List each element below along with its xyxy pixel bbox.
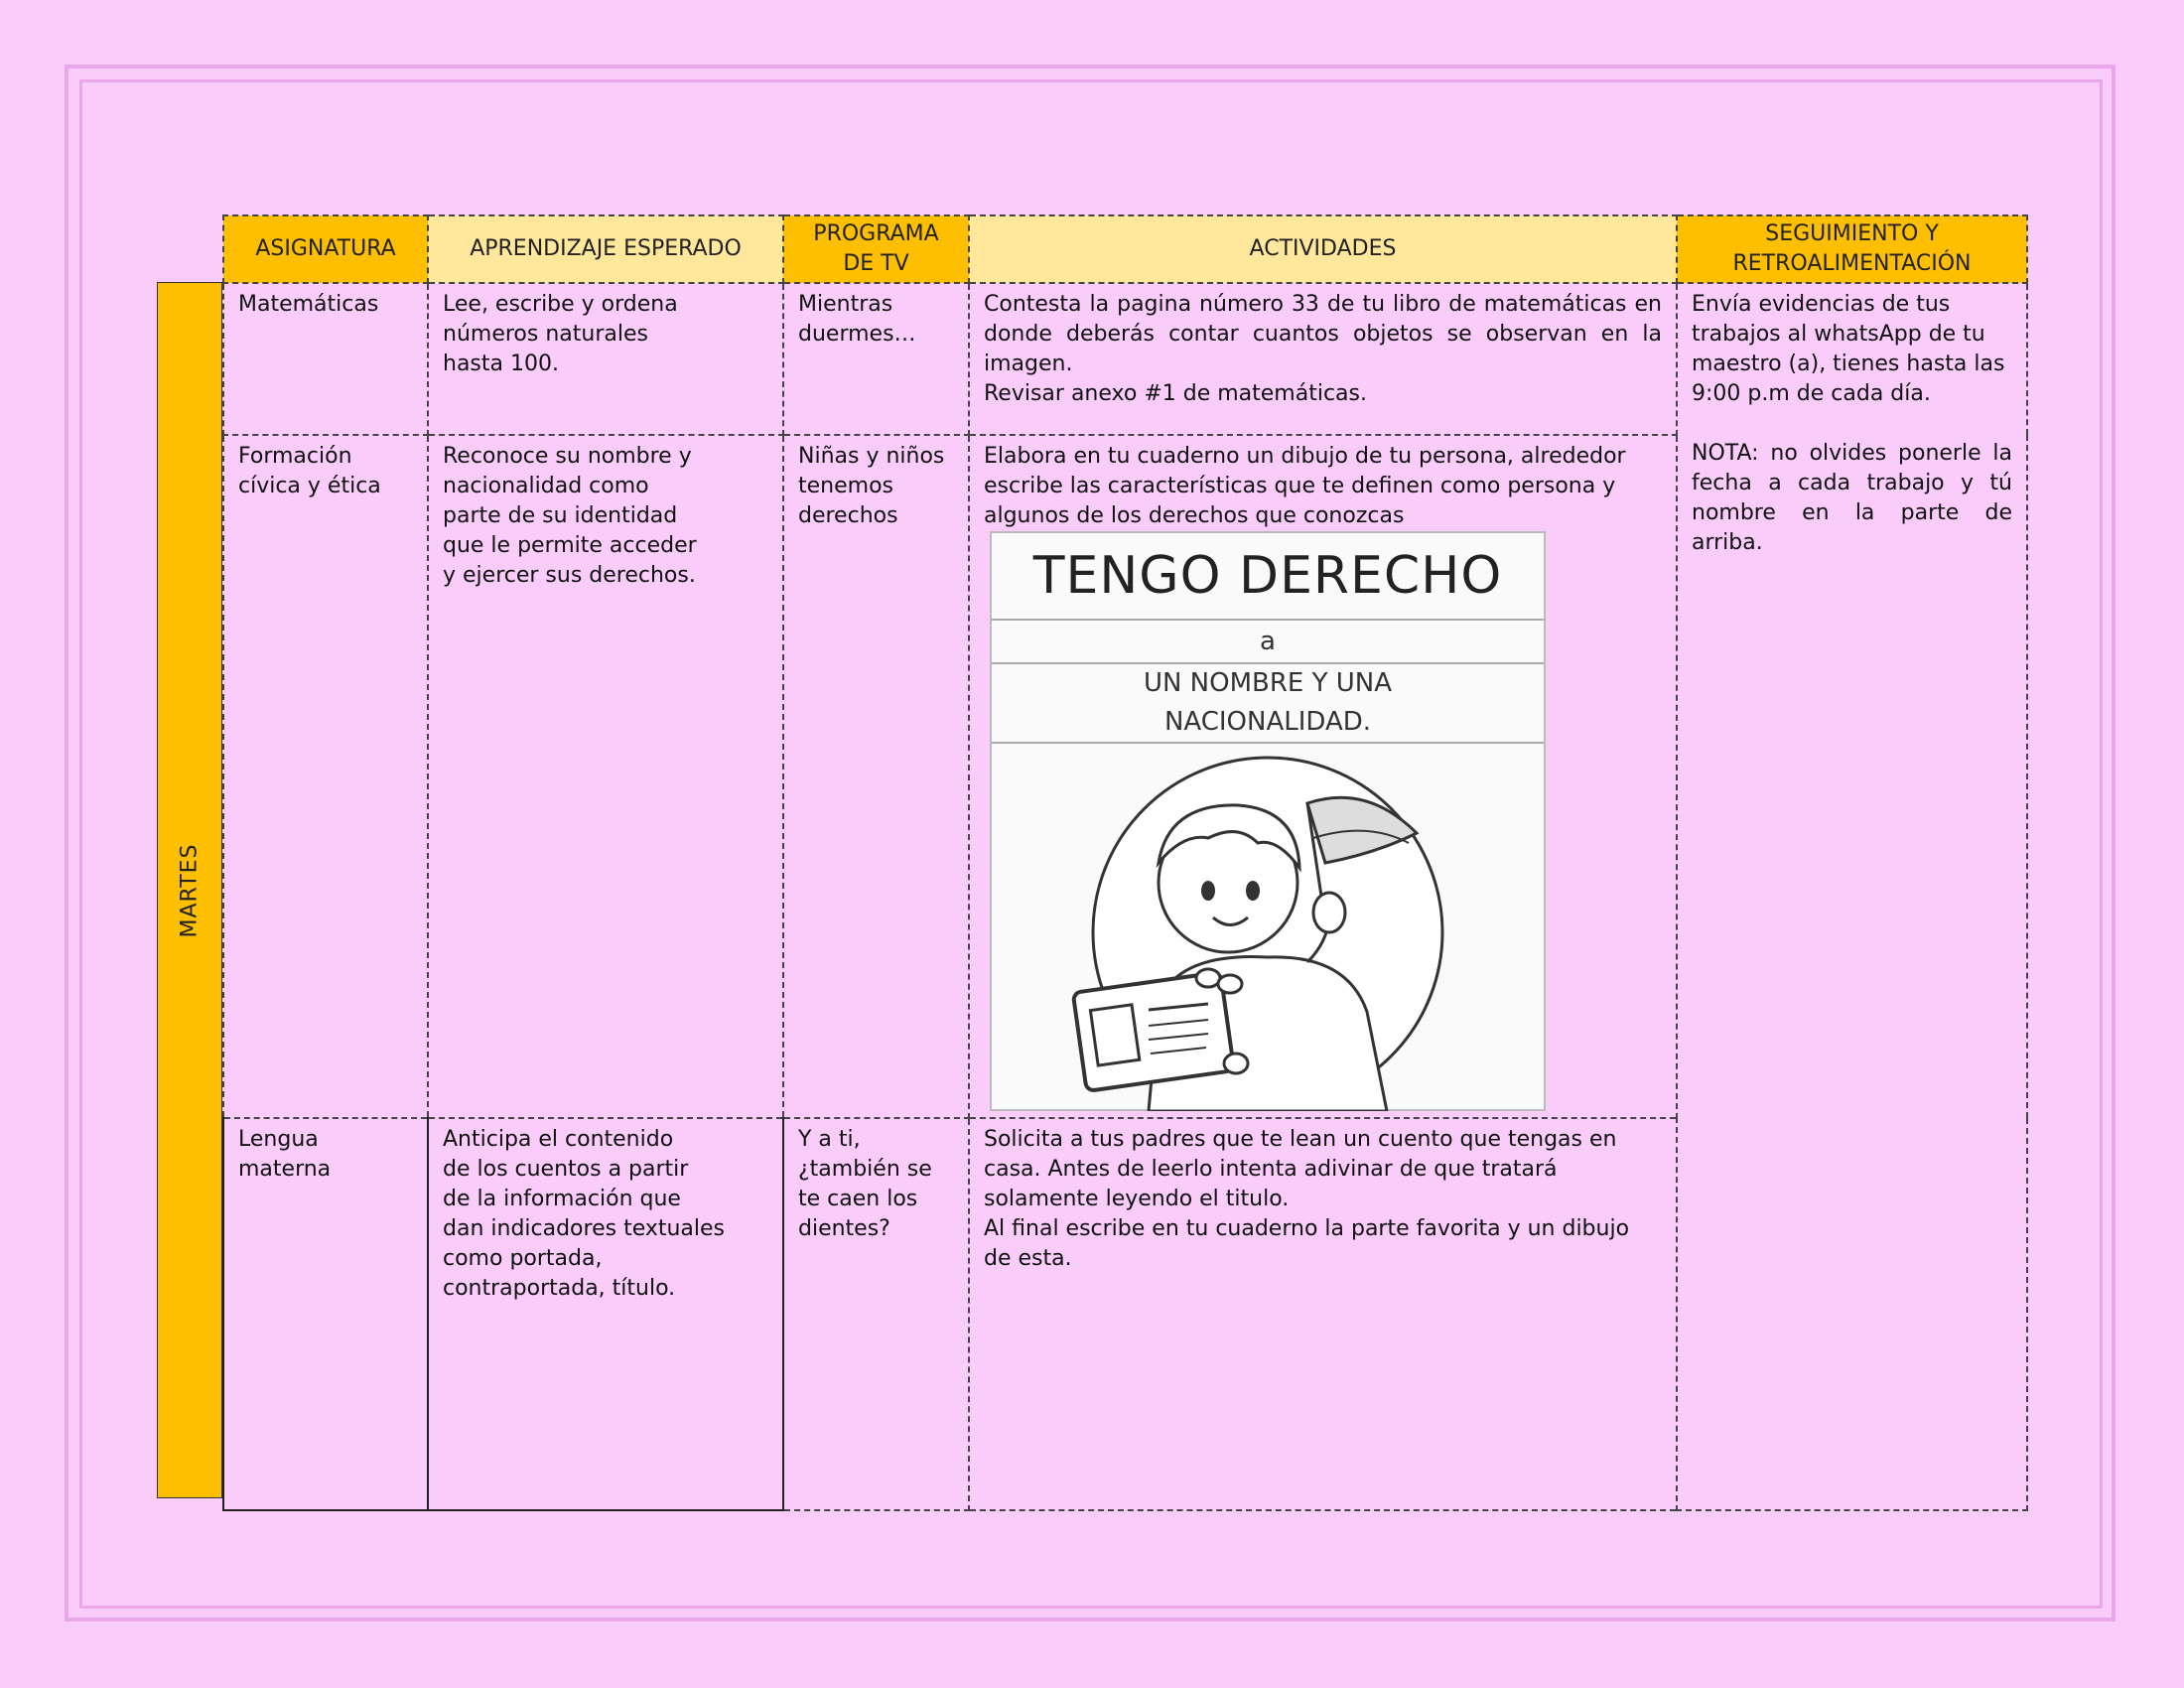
actividades-cell: Solicita a tus padres que te lean un cuento que tengas en casa. Antes de leerlo intenta adivinar de que tratará solamente leyendo el titulo. Al final escribe en tu cuaderno la parte favorita y un dibujo de esta.: [969, 1118, 1677, 1510]
programa-cell: Niñas y niños tenemos derechos: [783, 435, 969, 1118]
seguimiento-cell: [1677, 283, 2027, 1510]
header-programa: PROGRAMA DE TV: [783, 215, 969, 283]
actividades-text: Contesta la pagina número 33 de tu libro de matemáticas en donde deberás contar cuantos objetos se observan en la imagen.: [984, 292, 1662, 376]
asignatura-cell: Formación cívica y ética: [223, 435, 428, 1118]
actividades-cell: [969, 435, 1677, 1118]
header-row: [223, 215, 2027, 283]
actividades-extra-text: Revisar anexo #1 de matemáticas.: [984, 381, 1367, 406]
poster-title: TENGO DERECHO: [992, 533, 1544, 621]
aprendizaje-cell: Reconoce su nombre y nacionalidad como parte de su identidad que le permite acceder y ejercer sus derechos.: [428, 435, 783, 1118]
actividades-cell: [969, 283, 1677, 435]
day-label: MARTES: [177, 842, 203, 938]
programa-cell: Mientras duermes…: [783, 283, 969, 435]
poster-subtitle: [992, 664, 1544, 744]
programa-cell: Y a ti, ¿también se te caen los dientes?: [783, 1118, 969, 1510]
child-with-id-card-illustration: [1010, 744, 1526, 1111]
seguimiento-text: Envía evidencias de tus trabajos al whatsApp de tu maestro (a), tienes hasta las 9:00 p.m de cada día.: [1692, 292, 2005, 406]
rights-poster-image: [990, 531, 1546, 1111]
lesson-plan-table: [222, 214, 2028, 1511]
header-seguimiento: SEGUIMIENTO Y RETROALIMENTACIÓN: [1677, 215, 2027, 283]
asignatura-cell: Matemáticas: [223, 283, 428, 435]
header-actividades: ACTIVIDADES: [969, 215, 1677, 283]
poster-subtitle-line2: NACIONALIDAD.: [1163, 707, 1372, 737]
aprendizaje-cell: Lee, escribe y ordena números naturales hasta 100.: [428, 283, 783, 435]
seguimiento-note: NOTA: no olvides ponerle la fecha a cada trabajo y tú nombre en la parte de arriba.: [1692, 441, 2012, 555]
poster-connector: a: [992, 621, 1544, 664]
actividades-text: Elabora en tu cuaderno un dibujo de tu persona, alrededor escribe las características que te definen como persona y algunos de los derechos que conozcas: [984, 444, 1626, 528]
day-column: [157, 282, 222, 1498]
aprendizaje-cell: Anticipa el contenido de los cuentos a partir de la información que dan indicadores textuales como portada, contraportada, título.: [428, 1118, 783, 1510]
asignatura-cell: Lengua materna: [223, 1118, 428, 1510]
table-row: [223, 283, 2027, 435]
header-aprendizaje: APRENDIZAJE ESPERADO: [428, 215, 783, 283]
poster-subtitle-line1: UN NOMBRE Y UNA: [1143, 668, 1393, 698]
header-asignatura: ASIGNATURA: [223, 215, 428, 283]
